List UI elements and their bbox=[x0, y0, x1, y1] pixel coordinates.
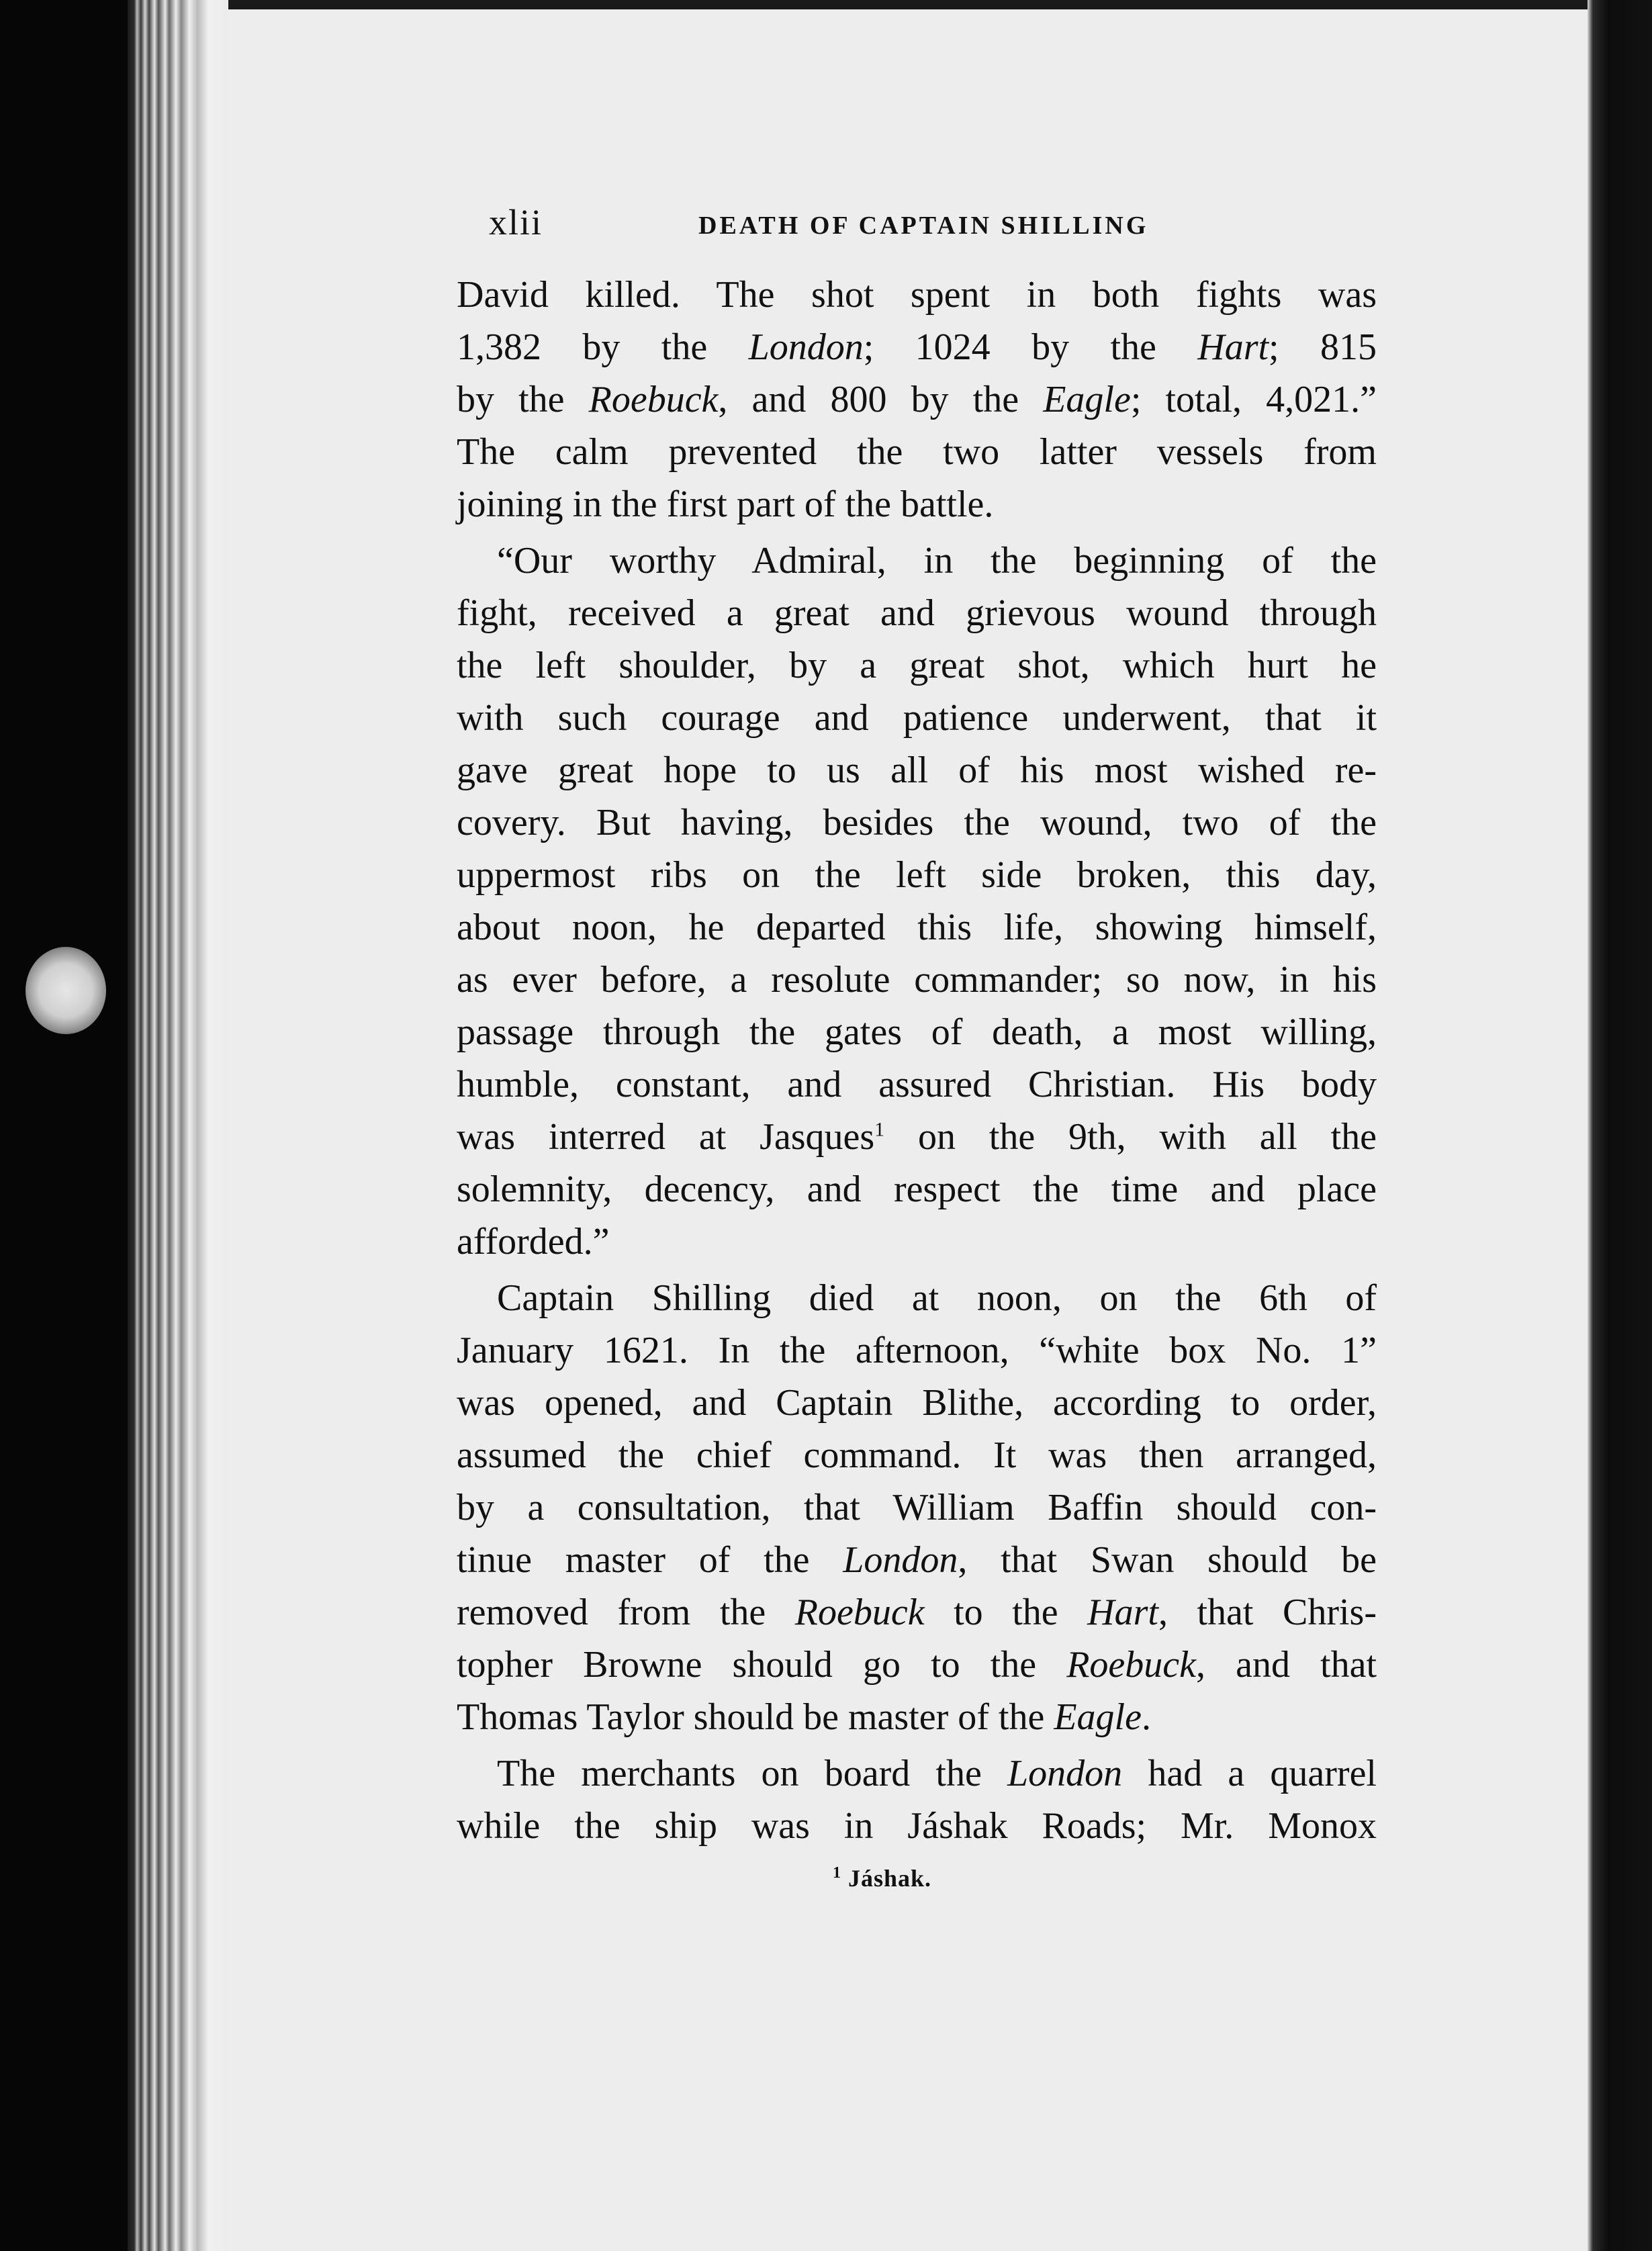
body-text bbox=[457, 269, 1410, 1852]
text-line: passage through the gates of death, a most willing, bbox=[457, 1011, 1377, 1053]
text-line: Captain Shilling died at noon, on the 6th of bbox=[497, 1277, 1377, 1319]
text-line: while the ship was in Jáshak Roads; Mr. Monox bbox=[457, 1805, 1377, 1847]
text-line: about noon, he departed this life, showing himself, bbox=[457, 907, 1377, 948]
text-line: uppermost ribs on the left side broken, this day, bbox=[457, 854, 1377, 896]
text-line: gave great hope to us all of his most wished re- bbox=[457, 749, 1377, 791]
page-text bbox=[457, 188, 1410, 1892]
page-edges bbox=[128, 0, 242, 2251]
text-line: was opened, and Captain Blithe, according to order, bbox=[457, 1382, 1377, 1424]
text-line: The calm prevented the two latter vessels from bbox=[457, 431, 1377, 473]
text-line: as ever before, a resolute commander; so now, in his bbox=[457, 959, 1377, 1001]
text-line: David killed. The shot spent in both fights was bbox=[457, 274, 1377, 316]
margin-blot bbox=[26, 947, 106, 1034]
text-line: by the Roebuck, and 800 by the Eagle; total, 4,021.” bbox=[457, 379, 1377, 420]
text-line: January 1621. In the afternoon, “white box No. 1” bbox=[457, 1330, 1377, 1371]
footnote-marker: 1 bbox=[833, 1864, 841, 1882]
running-title: DEATH OF CAPTAIN SHILLING bbox=[698, 212, 1149, 240]
text-line: The merchants on board the London had a quarrel bbox=[497, 1753, 1377, 1794]
text-line: “Our worthy Admiral, in the beginning of the bbox=[497, 540, 1377, 582]
page-header bbox=[457, 188, 1410, 269]
text-line: topher Browne should go to the Roebuck, and that bbox=[457, 1644, 1377, 1686]
paragraph bbox=[457, 1272, 1410, 1743]
text-line: assumed the chief command. It was then arranged, bbox=[457, 1434, 1377, 1476]
right-binding-edge bbox=[1588, 0, 1652, 2251]
text-line: 1,382 by the London; 1024 by the Hart; 815 bbox=[457, 326, 1377, 368]
text-line: joining in the first part of the battle. bbox=[457, 484, 994, 525]
text-line: humble, constant, and assured Christian. His body bbox=[457, 1064, 1377, 1105]
text-line: the left shoulder, by a great shot, which hurt he bbox=[457, 645, 1377, 686]
text-line: by a consultation, that William Baffin should con- bbox=[457, 1487, 1377, 1528]
paragraph bbox=[457, 535, 1410, 1268]
text-line: tinue master of the London, that Swan should be bbox=[457, 1539, 1377, 1581]
page-number: xlii bbox=[489, 202, 543, 242]
top-shadow bbox=[228, 0, 1588, 9]
text-line: Thomas Taylor should be master of the Eagle. bbox=[457, 1696, 1151, 1738]
text-line: with such courage and patience underwent, that it bbox=[457, 697, 1377, 739]
text-line: removed from the Roebuck to the Hart, that Chris- bbox=[457, 1592, 1377, 1633]
footnote-text: Jáshak. bbox=[848, 1865, 932, 1892]
text-line: covery. But having, besides the wound, two of the bbox=[457, 802, 1377, 843]
text-line: afforded.” bbox=[457, 1221, 610, 1262]
footnote bbox=[457, 1864, 1410, 1892]
text-line: fight, received a great and grievous wound through bbox=[457, 592, 1377, 634]
paragraph bbox=[457, 1747, 1410, 1852]
paragraph bbox=[457, 269, 1410, 531]
text-line: was interred at Jasques$^1$ on the 9th, with all the bbox=[457, 1116, 1377, 1158]
text-line: solemnity, decency, and respect the time and place bbox=[457, 1168, 1377, 1210]
